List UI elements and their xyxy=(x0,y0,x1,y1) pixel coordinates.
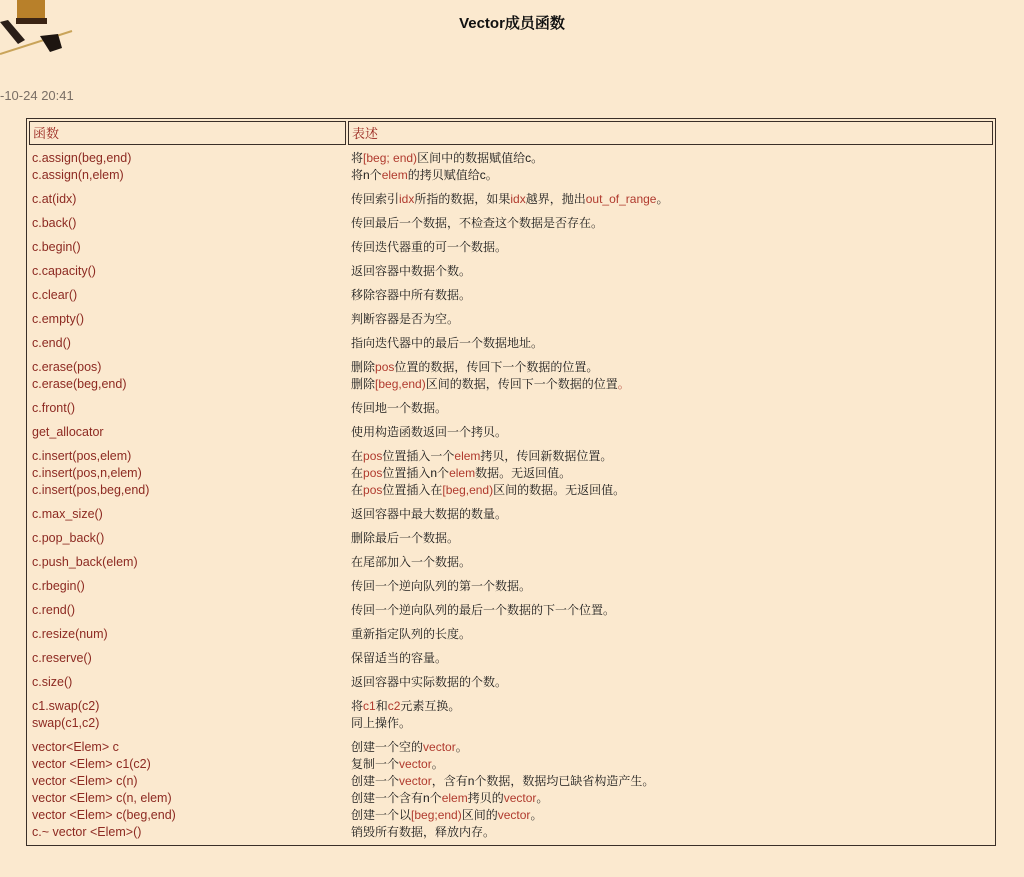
table-header xyxy=(27,119,995,147)
function-signature: vector <Elem> c(n) xyxy=(32,774,138,788)
table-row xyxy=(27,188,995,212)
function-cell xyxy=(27,359,347,393)
function-signature: c.resize(num) xyxy=(32,627,108,641)
description-text: 移除容器中所有数据。 xyxy=(351,288,472,302)
function-signature: c.~ vector <Elem>() xyxy=(32,825,142,839)
function-table xyxy=(26,118,996,846)
function-signature: c.rend() xyxy=(32,603,76,617)
table-row xyxy=(27,599,995,623)
table-row xyxy=(27,332,995,356)
function-cell xyxy=(27,602,347,619)
description-text: 在pos位置插入n个elem数据。无返回值。 xyxy=(351,466,572,480)
function-cell xyxy=(27,424,347,441)
description-cell xyxy=(347,554,995,571)
description-text: 传回一个逆向队列的第一个数据。 xyxy=(351,579,532,593)
function-signature: c1.swap(c2) xyxy=(32,699,100,713)
description-text: 删除最后一个数据。 xyxy=(351,531,460,545)
function-signature: c.assign(beg,end) xyxy=(32,151,132,165)
description-cell xyxy=(347,698,995,732)
function-cell xyxy=(27,400,347,417)
function-cell xyxy=(27,335,347,352)
description-text: 创建一个vector，含有n个数据，数据均已缺省构造产生。 xyxy=(351,774,655,788)
description-text: 传回一个逆向队列的最后一个数据的下一个位置。 xyxy=(351,603,616,617)
function-signature: c.push_back(elem) xyxy=(32,555,138,569)
function-signature: vector<Elem> c xyxy=(32,740,119,754)
function-cell xyxy=(27,239,347,256)
description-text: 将[beg; end)区间中的数据赋值给c。 xyxy=(351,151,544,165)
description-cell xyxy=(347,602,995,619)
description-text: 指向迭代器中的最后一个数据地址。 xyxy=(351,336,544,350)
function-signature: c.at(idx) xyxy=(32,192,77,206)
description-text: 重新指定队列的长度。 xyxy=(351,627,472,641)
function-signature: c.assign(n,elem) xyxy=(32,168,124,182)
page-title: Vector成员函数 xyxy=(459,15,565,32)
description-cell xyxy=(347,400,995,417)
table-row xyxy=(27,445,995,503)
description-text: 创建一个空的vector。 xyxy=(351,740,468,754)
function-signature: vector <Elem> c(beg,end) xyxy=(32,808,176,822)
function-signature: c.clear() xyxy=(32,288,78,302)
table-row xyxy=(27,236,995,260)
description-cell xyxy=(347,674,995,691)
function-cell xyxy=(27,287,347,304)
function-signature: c.front() xyxy=(32,401,76,415)
header-function: 函数 xyxy=(29,121,346,145)
description-text: 删除pos位置的数据，传回下一个数据的位置。 xyxy=(351,360,599,374)
description-text: 传回迭代器重的可一个数据。 xyxy=(351,240,508,254)
function-signature: c.pop_back() xyxy=(32,531,105,545)
description-text: 保留适当的容量。 xyxy=(351,651,448,665)
function-cell xyxy=(27,650,347,667)
description-text: 在尾部加入一个数据。 xyxy=(351,555,472,569)
description-cell xyxy=(347,506,995,523)
description-text: 判断容器是否为空。 xyxy=(351,312,460,326)
description-cell xyxy=(347,359,995,393)
description-text: 在pos位置插入在[beg,end)区间的数据。无返回值。 xyxy=(351,483,626,497)
post-timestamp: -10-24 20:41 xyxy=(0,88,74,103)
table-row xyxy=(27,284,995,308)
description-text: 同上操作。 xyxy=(351,716,412,730)
function-cell xyxy=(27,263,347,280)
function-cell xyxy=(27,626,347,643)
table-row xyxy=(27,575,995,599)
function-signature: c.erase(pos) xyxy=(32,360,102,374)
table-row xyxy=(27,421,995,445)
function-cell xyxy=(27,191,347,208)
table-row xyxy=(27,551,995,575)
description-text: 将c1和c2元素互换。 xyxy=(351,699,461,713)
function-signature: vector <Elem> c1(c2) xyxy=(32,757,151,771)
description-text: 使用构造函数返回一个拷贝。 xyxy=(351,425,508,439)
function-signature: c.reserve() xyxy=(32,651,92,665)
function-signature: swap(c1,c2) xyxy=(32,716,100,730)
table-row xyxy=(27,671,995,695)
description-text: 返回容器中数据个数。 xyxy=(351,264,472,278)
description-text: 传回最后一个数据，不检查这个数据是否存在。 xyxy=(351,216,604,230)
table-row xyxy=(27,308,995,332)
function-signature: c.max_size() xyxy=(32,507,103,521)
description-cell xyxy=(347,191,995,208)
function-signature: c.rbegin() xyxy=(32,579,85,593)
function-cell xyxy=(27,215,347,232)
description-cell xyxy=(347,311,995,328)
function-signature: c.insert(pos,n,elem) xyxy=(32,466,142,480)
description-cell xyxy=(347,287,995,304)
function-signature: c.begin() xyxy=(32,240,81,254)
function-cell xyxy=(27,311,347,328)
description-text: 在pos位置插入一个elem拷贝，传回新数据位置。 xyxy=(351,449,613,463)
table-row xyxy=(27,212,995,236)
description-cell xyxy=(347,739,995,841)
function-signature: c.back() xyxy=(32,216,77,230)
table-row xyxy=(27,397,995,421)
description-cell xyxy=(347,626,995,643)
function-cell xyxy=(27,674,347,691)
function-signature: c.empty() xyxy=(32,312,85,326)
table-row xyxy=(27,260,995,284)
table-row xyxy=(27,503,995,527)
function-cell xyxy=(27,739,347,841)
function-signature: c.capacity() xyxy=(32,264,96,278)
description-cell xyxy=(347,530,995,547)
description-text: 返回容器中实际数据的个数。 xyxy=(351,675,508,689)
function-cell xyxy=(27,578,347,595)
function-signature: c.size() xyxy=(32,675,73,689)
table-row xyxy=(27,356,995,397)
function-cell xyxy=(27,150,347,184)
description-text: 传回索引idx所指的数据，如果idx越界，抛出out_of_range。 xyxy=(351,192,669,206)
description-cell xyxy=(347,650,995,667)
description-cell xyxy=(347,335,995,352)
function-signature: vector <Elem> c(n, elem) xyxy=(32,791,172,805)
header-description: 表述 xyxy=(348,121,993,145)
function-cell xyxy=(27,448,347,499)
description-text: 创建一个含有n个elem拷贝的vector。 xyxy=(351,791,549,805)
function-signature: c.insert(pos,elem) xyxy=(32,449,132,463)
description-text: 创建一个以[beg;end)区间的vector。 xyxy=(351,808,543,822)
description-cell xyxy=(347,215,995,232)
function-cell xyxy=(27,698,347,732)
table-row xyxy=(27,647,995,671)
description-cell xyxy=(347,448,995,499)
description-text: 传回地一个数据。 xyxy=(351,401,448,415)
table-body xyxy=(27,147,995,845)
description-text: 复制一个vector。 xyxy=(351,757,444,771)
table-row xyxy=(27,695,995,736)
function-cell xyxy=(27,506,347,523)
description-cell xyxy=(347,424,995,441)
description-cell xyxy=(347,578,995,595)
table-row xyxy=(27,527,995,551)
description-text: 销毁所有数据，释放内存。 xyxy=(351,825,496,839)
description-cell xyxy=(347,263,995,280)
function-cell xyxy=(27,554,347,571)
description-text: 删除[beg,end)区间的数据，传回下一个数据的位置。 xyxy=(351,377,630,391)
function-signature: get_allocator xyxy=(32,425,104,439)
description-text: 将n个elem的拷贝赋值给c。 xyxy=(351,168,498,182)
table-row xyxy=(27,147,995,188)
function-signature: c.end() xyxy=(32,336,71,350)
table-row xyxy=(27,623,995,647)
function-signature: c.insert(pos,beg,end) xyxy=(32,483,150,497)
function-cell xyxy=(27,530,347,547)
table-row xyxy=(27,736,995,845)
description-text: 返回容器中最大数据的数量。 xyxy=(351,507,508,521)
description-cell xyxy=(347,150,995,184)
function-signature: c.erase(beg,end) xyxy=(32,377,127,391)
description-cell xyxy=(347,239,995,256)
